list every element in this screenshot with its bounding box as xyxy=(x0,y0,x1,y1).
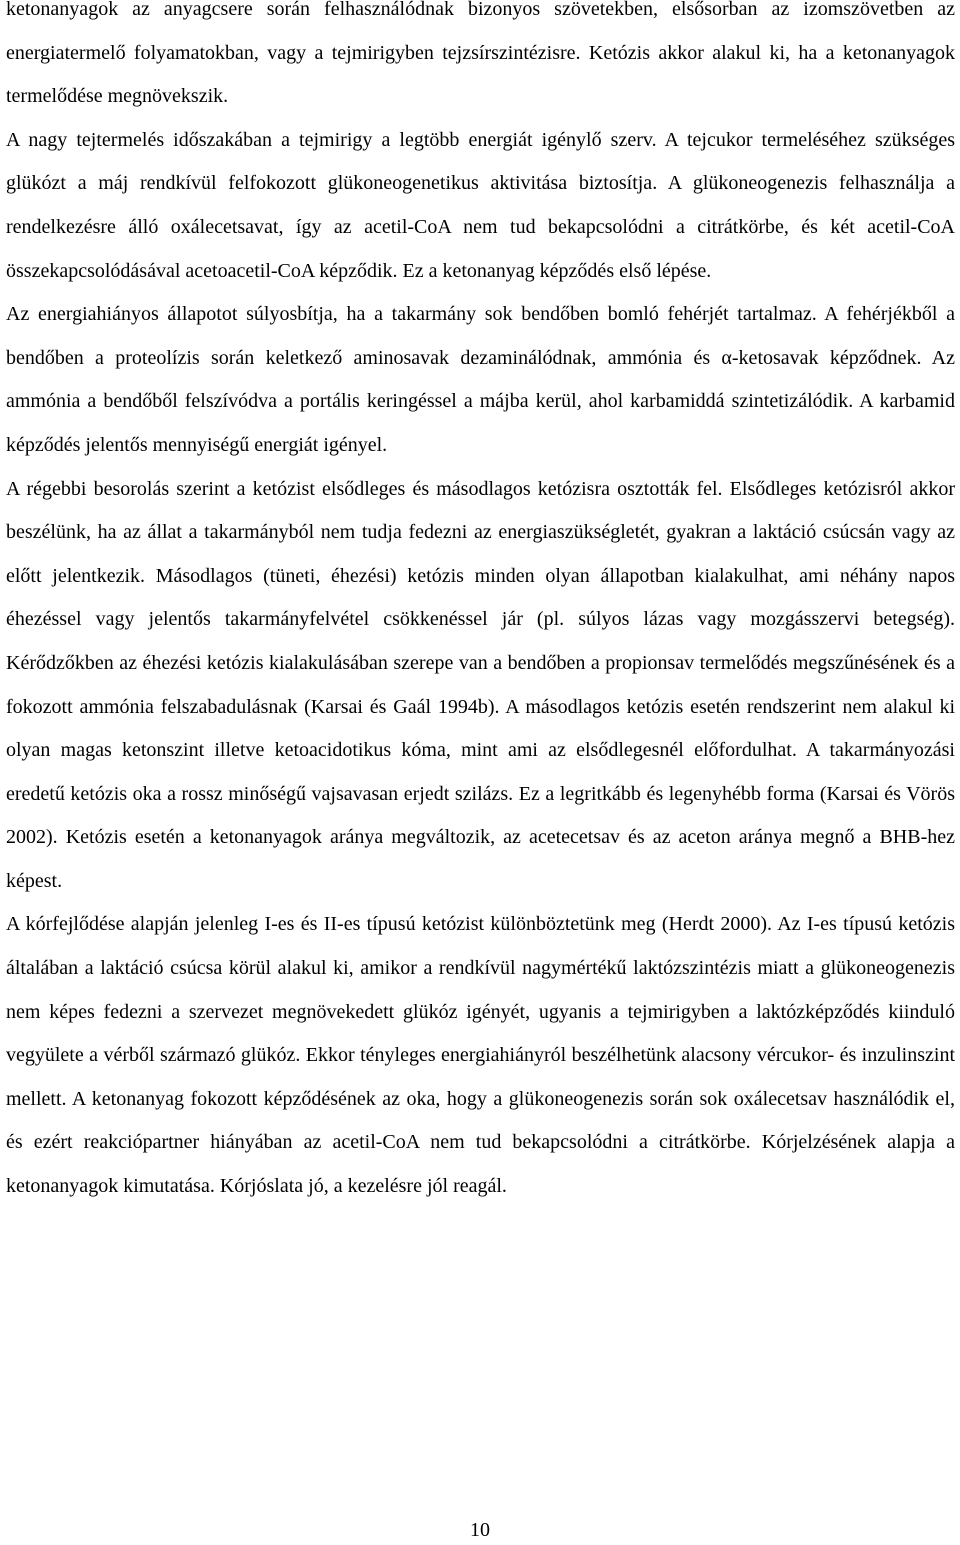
page-body xyxy=(6,0,955,1209)
paragraph-ketozis-tipusok: A kórfejlődése alapján jelenleg I-es és II-es típusú ketózist különböztetünk meg (Herdt 2000). Az I-es típusú ketózis általában a laktáció csúcsa körül alakul ki, amikor a rendkívül nagymértékű laktózszintézis miatt a glükoneogenezis nem képes fedezni a szervezet megnövekedett glükóz igényét, ugyanis a tejmirigyben a laktózképződés kiinduló vegyülete a vérből származó glükóz. Ekkor tényleges energiahiányról beszélhetünk alacsony vércukor- és inzulinszint mellett. A ketonanyag fokozott képződésének az oka, hogy a glükoneogenezis során sok oxálecetsav használódik el, és ezért reakciópartner hiányában az acetil-CoA nem tud bekapcsolódni a citrátkörbe. Kórjelzésének alapja a ketonanyagok kimutatása. Kórjóslata jó, a kezelésre jól reagál. xyxy=(6,913,955,1198)
paragraph-ketozis-besorolas: A régebbi besorolás szerint a ketózist elsődleges és másodlagos ketózisra osztották fel. Elsődleges ketózisról akkor beszélünk, ha az állat a takarmányból nem tudja fedezni az energiaszükségletét, gyakran a laktáció csúcsán vagy az előtt jelentkezik. Másodlagos (tüneti, éhezési) ketózis minden olyan állapotban kialakulhat, ami néhány napos éhezéssel vagy jelentős takarmányfelvétel csökkenéssel jár (pl. súlyos lázas vagy mozgásszervi betegség). Kérődzőkben az éhezési ketózis kialakulásában szerepe van a bendőben a propionsav termelődés megszűnésének és a fokozott ammónia felszabadulásnak (Karsai és Gaál 1994b). A másodlagos ketózis esetén rendszerint nem alakul ki olyan magas ketonszint illetve ketoacidotikus kóma, mint ami az elsődlegesnél előfordulhat. A takarmányozási eredetű ketózis oka a rossz minőségű vajsavasan erjedt szilázs. Ez a legritkább és legenyhébb forma (Karsai és Vörös 2002). Ketózis esetén a ketonanyagok aránya megváltozik, az acetecetsav és az aceton aránya megnő a BHB-hez képest. xyxy=(6,477,955,892)
page-number: 10 xyxy=(470,1519,490,1541)
paragraph-ketonanyagok-intro: ketonanyagok az anyagcsere során felhasználódnak bizonyos szövetekben, elsősorban az izomszövetben az energiatermelő folyamatokban, vagy a tejmirigyben tejzsírszintézisre. Ketózis akkor alakul ki, ha a ketonanyagok termelődése megnövekszik. xyxy=(6,0,955,108)
paragraph-energiahiany-feherje: Az energiahiányos állapotot súlyosbítja, ha a takarmány sok bendőben bomló fehérjét tartalmaz. A fehérjékből a bendőben a proteolízis során keletkező aminosavak dezaminálódnak, ammónia és α-ketosavak képződnek. Az ammónia a bendőből felszívódva a portális keringéssel a májba kerül, ahol karbamiddá szintetizálódik. A karbamid képződés jelentős mennyiségű energiát igényel. xyxy=(6,303,955,456)
paragraph-tejmirigy-energia: A nagy tejtermelés időszakában a tejmirigy a legtöbb energiát igénylő szerv. A tejcukor termeléséhez szükséges glükózt a máj rendkívül felfokozott glükoneogenetikus aktivitása biztosítja. A glükoneogenezis felhasználja a rendelkezésre álló oxálecetsavat, így az acetil-CoA nem tud bekapcsolódni a citrátkörbe, és két acetil-CoA összekapcsolódásával acetoacetil-CoA képződik. Ez a ketonanyag képződés első lépése. xyxy=(6,128,955,282)
